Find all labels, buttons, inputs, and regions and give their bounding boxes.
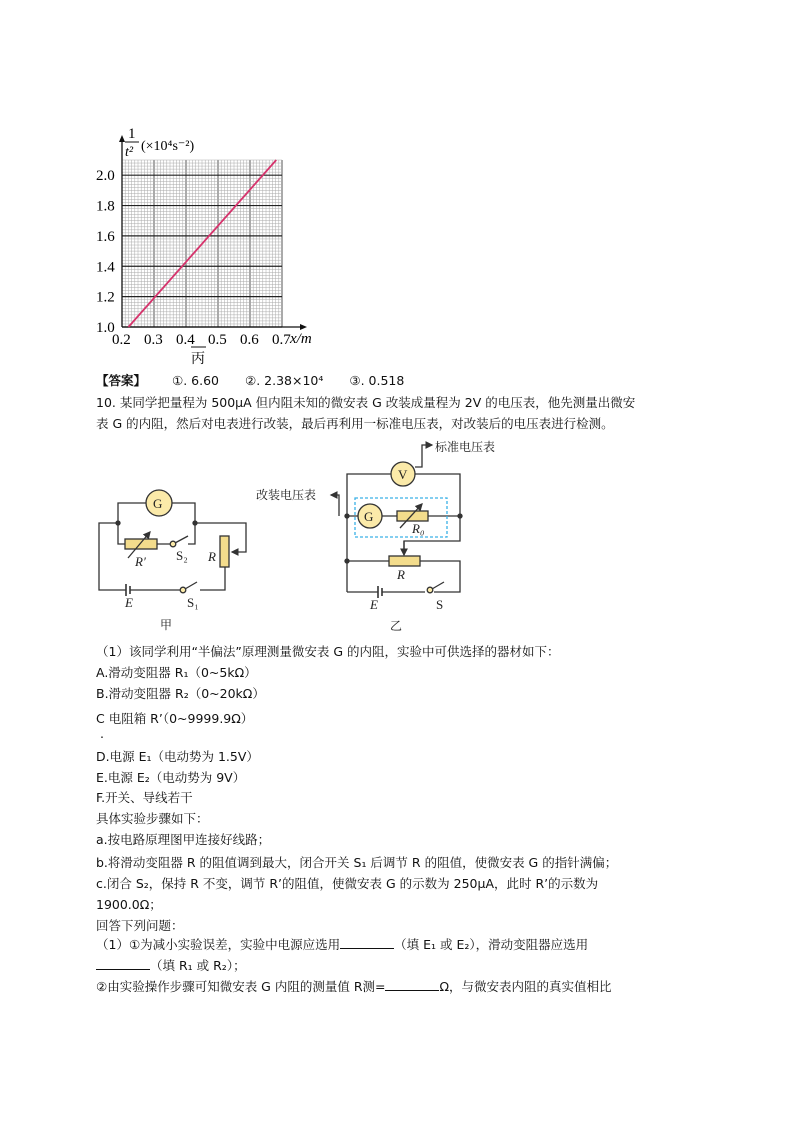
q2-text: ②由实验操作步骤可知微安表 G 内阻的测量值 R测= xyxy=(96,979,386,994)
switch-s1-icon xyxy=(180,587,186,593)
y-tick-label: 1.2 xyxy=(96,289,115,306)
resistor-r0-icon xyxy=(397,511,428,521)
y-tick-label: 1.0 xyxy=(96,320,115,336)
answer-2: ②. 2.38×10⁴ xyxy=(244,373,324,388)
question-1a xyxy=(96,936,588,953)
battery-icon xyxy=(378,586,382,598)
body-line: 具体实验步骤如下： xyxy=(96,811,209,826)
y-tick-label: 1.6 xyxy=(96,228,115,245)
label-g: G xyxy=(153,496,163,511)
y-label-denominator: t² xyxy=(125,145,134,160)
chart-caption: 丙 xyxy=(191,352,205,367)
y-tick-label: 1.4 xyxy=(96,259,115,276)
body-line: C 电阻箱 R’（0~9999.9Ω） xyxy=(96,711,254,726)
switch-s-icon xyxy=(427,587,433,593)
q1a-text-post: （填 E₁ 或 E₂），滑动变阻器应选用 xyxy=(394,937,589,952)
body-line: F.开关、导线若干 xyxy=(96,790,193,805)
y-tick-label: 1.8 xyxy=(96,198,115,215)
y-tick-label: 2.0 xyxy=(96,168,115,185)
body-line: . xyxy=(100,726,104,741)
rheostat-r-icon xyxy=(220,536,229,567)
body-line: a.按电路原理图甲连接好线路； xyxy=(96,832,271,847)
answer-3: ③. 0.518 xyxy=(349,373,405,388)
x-tick-label: 0.3 xyxy=(144,332,163,348)
label-e: E xyxy=(370,597,378,612)
question-2 xyxy=(96,978,612,995)
body-line: D.电源 E₁（电动势为 1.5V） xyxy=(96,749,259,764)
label-g: G xyxy=(364,509,374,524)
question-10-line2: 表 G 的内阻，然后对电表进行改装，最后再利用一标准电压表，对改装后的电压表进行检测。 xyxy=(96,416,614,431)
label-s2: S₂ xyxy=(176,548,188,563)
x-tick-label: 0.5 xyxy=(208,332,227,348)
label-modified-voltmeter: 改装电压表 xyxy=(256,488,317,502)
answer-label: 【答案】 xyxy=(96,373,147,388)
switch-s2-icon xyxy=(170,541,176,547)
answer-blank[interactable] xyxy=(96,957,150,970)
label-s: S xyxy=(436,597,444,612)
body-line: 回答下列问题： xyxy=(96,918,184,933)
label-r0: R₀ xyxy=(412,521,425,536)
answer-blank[interactable] xyxy=(385,978,439,991)
label-v: V xyxy=(398,467,408,482)
y-label-numerator: 1 xyxy=(128,126,136,142)
label-e: E xyxy=(125,595,133,610)
x-label: x/m xyxy=(290,331,312,347)
label-r-prime: R′ xyxy=(135,554,146,569)
x-tick-label: 0.2 xyxy=(112,332,131,348)
body-line: b.将滑动变阻器 R 的阻值调到最大，闭合开关 S₁ 后调节 R 的阻值，使微安表 G 的指针满偏； xyxy=(96,855,618,870)
body-line: E.电源 E₂（电动势为 9V） xyxy=(96,770,246,785)
y-label-unit: (×10⁴s⁻²) xyxy=(141,139,195,154)
body-line: B.滑动变阻器 R₂（0~20kΩ） xyxy=(96,686,265,701)
caption-yi: 乙 xyxy=(390,619,403,633)
label-r: R xyxy=(208,549,216,564)
answer-blank[interactable] xyxy=(340,936,394,949)
q1b-text: （填 R₁ 或 R₂）； xyxy=(150,958,246,973)
question-10-line1: 10. 某同学把量程为 500μA 但内阻未知的微安表 G 改装成量程为 2V 的电压表，他先测量出微安 xyxy=(96,395,636,410)
label-standard-voltmeter: 标准电压表 xyxy=(435,440,496,454)
label-r: R xyxy=(397,567,405,582)
body-line: A.滑动变阻器 R₁（0~5kΩ） xyxy=(96,665,257,680)
circuit-jia xyxy=(99,490,246,596)
question-1b xyxy=(96,957,246,974)
body-line: 1900.0Ω； xyxy=(96,897,162,912)
rheostat-r-icon xyxy=(389,556,420,566)
x-tick-label: 0.6 xyxy=(240,332,259,348)
x-tick-label: 0.4 xyxy=(176,332,195,348)
body-line: （1）该同学利用“半偏法”原理测量微安表 G 的内阻，实验中可供选择的器材如下： xyxy=(96,644,560,659)
answer-1: ①. 6.60 xyxy=(172,373,219,388)
caption-jia: 甲 xyxy=(160,618,173,632)
x-tick-label: 0.7 xyxy=(272,332,291,348)
body-line: c.闭合 S₂，保持 R 不变，调节 R’的阻值，使微安表 G 的示数为 250μA，此时 R’的示数为 xyxy=(96,876,599,891)
resistance-box-icon xyxy=(125,539,157,549)
q2-text-post: Ω，与微安表内阻的真实值相比 xyxy=(439,979,612,994)
q1a-text: （1）①为减小实验误差，实验中电源应选用 xyxy=(96,937,341,952)
label-s1: S₁ xyxy=(187,595,199,610)
